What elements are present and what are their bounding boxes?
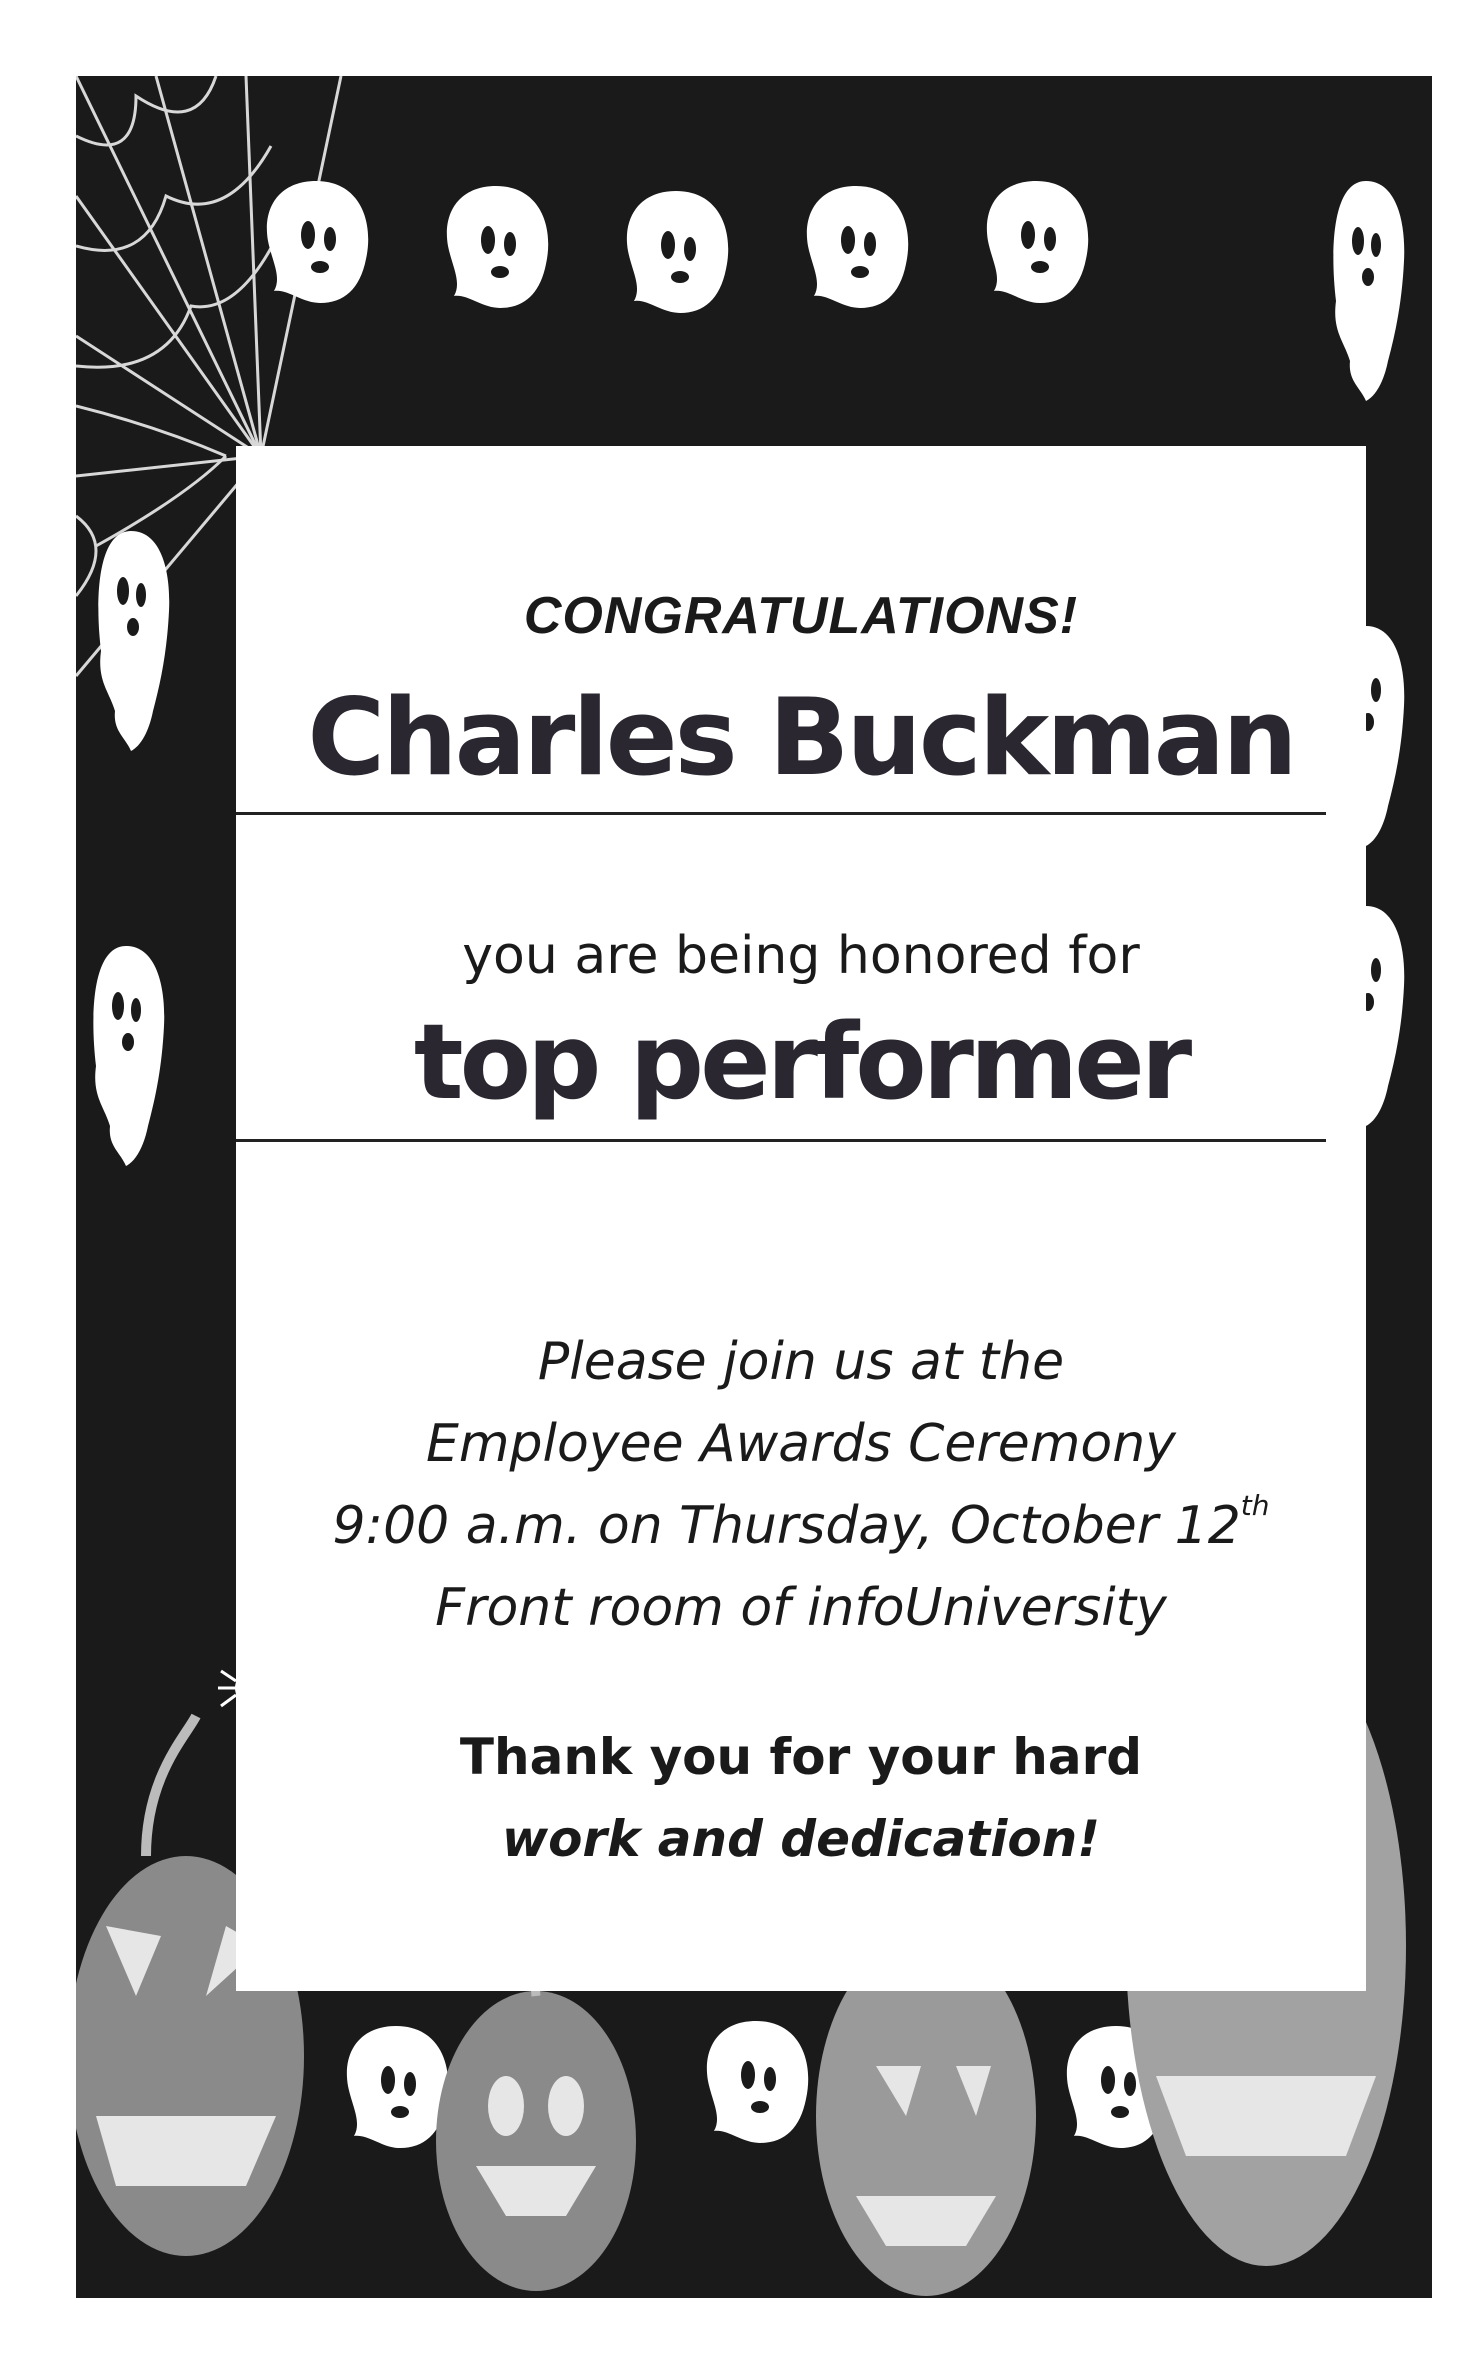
thanks-line-2: work and dedication! <box>501 1810 1101 1868</box>
details-line-3 <box>236 1485 1366 1567</box>
invitation-card <box>236 446 1366 1991</box>
details-line-2: Employee Awards Ceremony <box>426 1414 1176 1474</box>
thank-you-message <box>236 1716 1366 1880</box>
event-date: 9:00 a.m. on Thursday, October 12 <box>332 1496 1241 1556</box>
award-underline <box>236 1139 1326 1142</box>
date-ordinal: th <box>1240 1489 1270 1522</box>
honored-for-text: you are being honored for <box>462 926 1140 986</box>
halloween-border <box>76 76 1432 2298</box>
heading: CONGRATULATIONS! <box>523 587 1079 645</box>
honoree-name: Charles Buckman <box>307 676 1295 799</box>
award-name: top performer <box>413 1001 1189 1123</box>
name-underline <box>236 812 1326 815</box>
details-line-1: Please join us at the <box>537 1332 1065 1392</box>
thanks-line-1: Thank you for your hard <box>459 1728 1143 1786</box>
event-details <box>236 1321 1366 1649</box>
details-line-4: Front room of infoUniversity <box>435 1578 1167 1638</box>
